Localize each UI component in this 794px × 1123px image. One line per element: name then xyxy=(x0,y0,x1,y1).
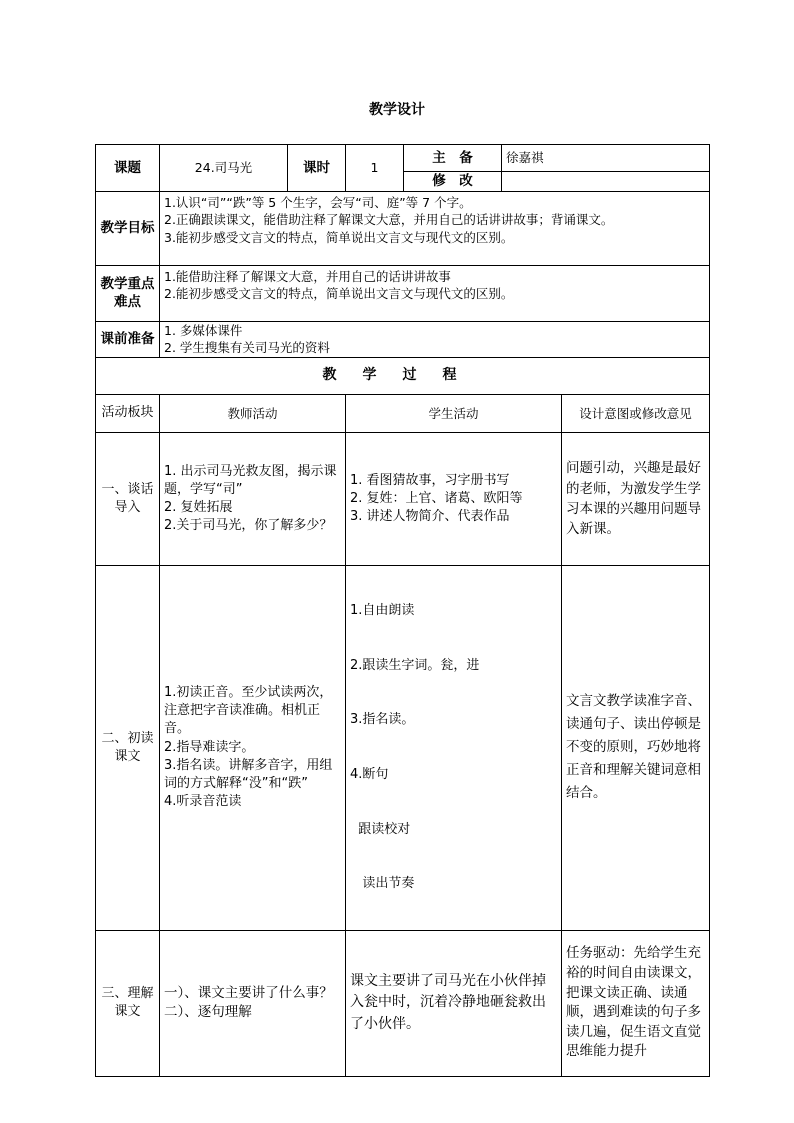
teacher-step: 1. 出示司马光救友图，揭示课题，学写“司” xyxy=(164,463,337,497)
teacher-step: 1.初读正音。至少试读两次，注意把字音读准确。相机正音。 xyxy=(164,685,333,737)
key-point-item: 1.能借助注释了解课文大意，并用自己的话讲讲故事 xyxy=(164,268,451,284)
col-block-header: 活动板块 xyxy=(96,394,160,432)
prep-row xyxy=(96,321,710,357)
student-step: 4.断句 xyxy=(350,766,389,782)
student-step: 2.跟读生字词。瓮，进 xyxy=(350,657,480,673)
activity-row xyxy=(96,432,710,565)
activity-row xyxy=(96,565,710,930)
student-activity xyxy=(346,565,562,930)
topic-value: 24.司马光 xyxy=(160,145,288,192)
student-step: 3. 讲述人物简介、代表作品 xyxy=(350,508,510,524)
student-step: 读出节奏 xyxy=(350,876,415,892)
goals-row xyxy=(96,191,710,265)
col-student-header: 学生活动 xyxy=(346,394,562,432)
row-block: 三、理解课文 xyxy=(96,930,160,1076)
key-points-label: 教学重点难点 xyxy=(96,265,160,321)
lead-label: 主 备 xyxy=(404,145,502,172)
activity-row xyxy=(96,930,710,1076)
student-activity xyxy=(346,930,562,1076)
key-point-item: 2.能初步感受文言文的特点，简单说出文言文与现代文的区别。 xyxy=(164,286,514,302)
student-step: 1.自由朗读 xyxy=(350,603,415,619)
prep-item: 2. 学生搜集有关司马光的资料 xyxy=(164,340,330,356)
student-step: 3.指名读。 xyxy=(350,712,415,728)
student-step: 2. 复姓：上官、诸葛、欧阳等 xyxy=(350,490,523,506)
teacher-step: 3.指名读。讲解多音字，用组词的方式解释“没”和“跌” xyxy=(164,757,333,792)
revise-label: 修 改 xyxy=(404,172,502,192)
row-block: 一、谈话导入 xyxy=(96,432,160,565)
prep-item: 1. 多媒体课件 xyxy=(164,322,243,338)
prep-content xyxy=(160,321,710,357)
process-title: 教学过程 xyxy=(96,357,710,394)
period-label: 课时 xyxy=(288,145,346,192)
teacher-step: 二）、逐句理解 xyxy=(164,1004,252,1021)
revise-value xyxy=(502,172,710,192)
teacher-step: 2.指导难读字。 xyxy=(164,739,255,755)
goal-item: 3.能初步感受文言文的特点，简单说出文言文与现代文的区别。 xyxy=(164,229,514,245)
student-step: 1. 看图猜故事，习字册书写 xyxy=(350,472,510,488)
teacher-step: 2.关于司马光，你了解多少？ xyxy=(164,518,333,534)
student-step: 课文主要讲了司马光在小伙伴掉入瓮中时，沉着冷静地砸瓮救出了小伙伴。 xyxy=(350,972,546,1032)
teacher-activity xyxy=(160,930,346,1076)
teacher-step: 2. 复姓拓展 xyxy=(164,499,233,515)
teacher-step: 一）、课文主要讲了什么事？ xyxy=(164,985,333,1002)
design-note: 问题引动，兴趣是最好的老师，为激发学生学习本课的兴趣用问题导入新课。 xyxy=(562,432,710,565)
process-title-row xyxy=(96,357,710,394)
design-note: 任务驱动：先给学生充裕的时间自由读课文，把课文读正确、读通顺，遇到难读的句子多读几遍，促生语文直觉思维能力提升 xyxy=(562,930,710,1076)
goal-item: 2.正确跟读课文，能借助注释了解课文大意，并用自己的话讲讲故事；背诵课文。 xyxy=(164,212,614,228)
lesson-plan-table xyxy=(95,144,710,1077)
design-note: 文言文教学读准字音、读通句子、读出停顿是不变的原则，巧妙地将正音和理解关键词意相结合。 xyxy=(562,565,710,930)
period-value: 1 xyxy=(346,145,404,192)
header-row xyxy=(96,145,710,172)
row-block: 二、初读课文 xyxy=(96,565,160,930)
teacher-activity xyxy=(160,565,346,930)
key-points-row xyxy=(96,265,710,321)
prep-label: 课前准备 xyxy=(96,321,160,357)
key-points-content xyxy=(160,265,710,321)
goal-item: 1.认识“司”“跌”等 5 个生字，会写“司、庭”等 7 个字。 xyxy=(164,194,472,210)
goals-label: 教学目标 xyxy=(96,191,160,265)
teacher-activity xyxy=(160,432,346,565)
topic-label: 课题 xyxy=(96,145,160,192)
col-design-header: 设计意图或修改意见 xyxy=(562,394,710,432)
student-step: 跟读校对 xyxy=(350,821,411,837)
teacher-step: 4.听录音范读 xyxy=(164,794,242,810)
page-title: 教学设计 xyxy=(369,102,425,118)
student-activity xyxy=(346,432,562,565)
lead-value: 徐嘉祺 xyxy=(502,145,710,172)
column-header-row xyxy=(96,394,710,432)
col-teacher-header: 教师活动 xyxy=(160,394,346,432)
goals-content xyxy=(160,191,710,265)
